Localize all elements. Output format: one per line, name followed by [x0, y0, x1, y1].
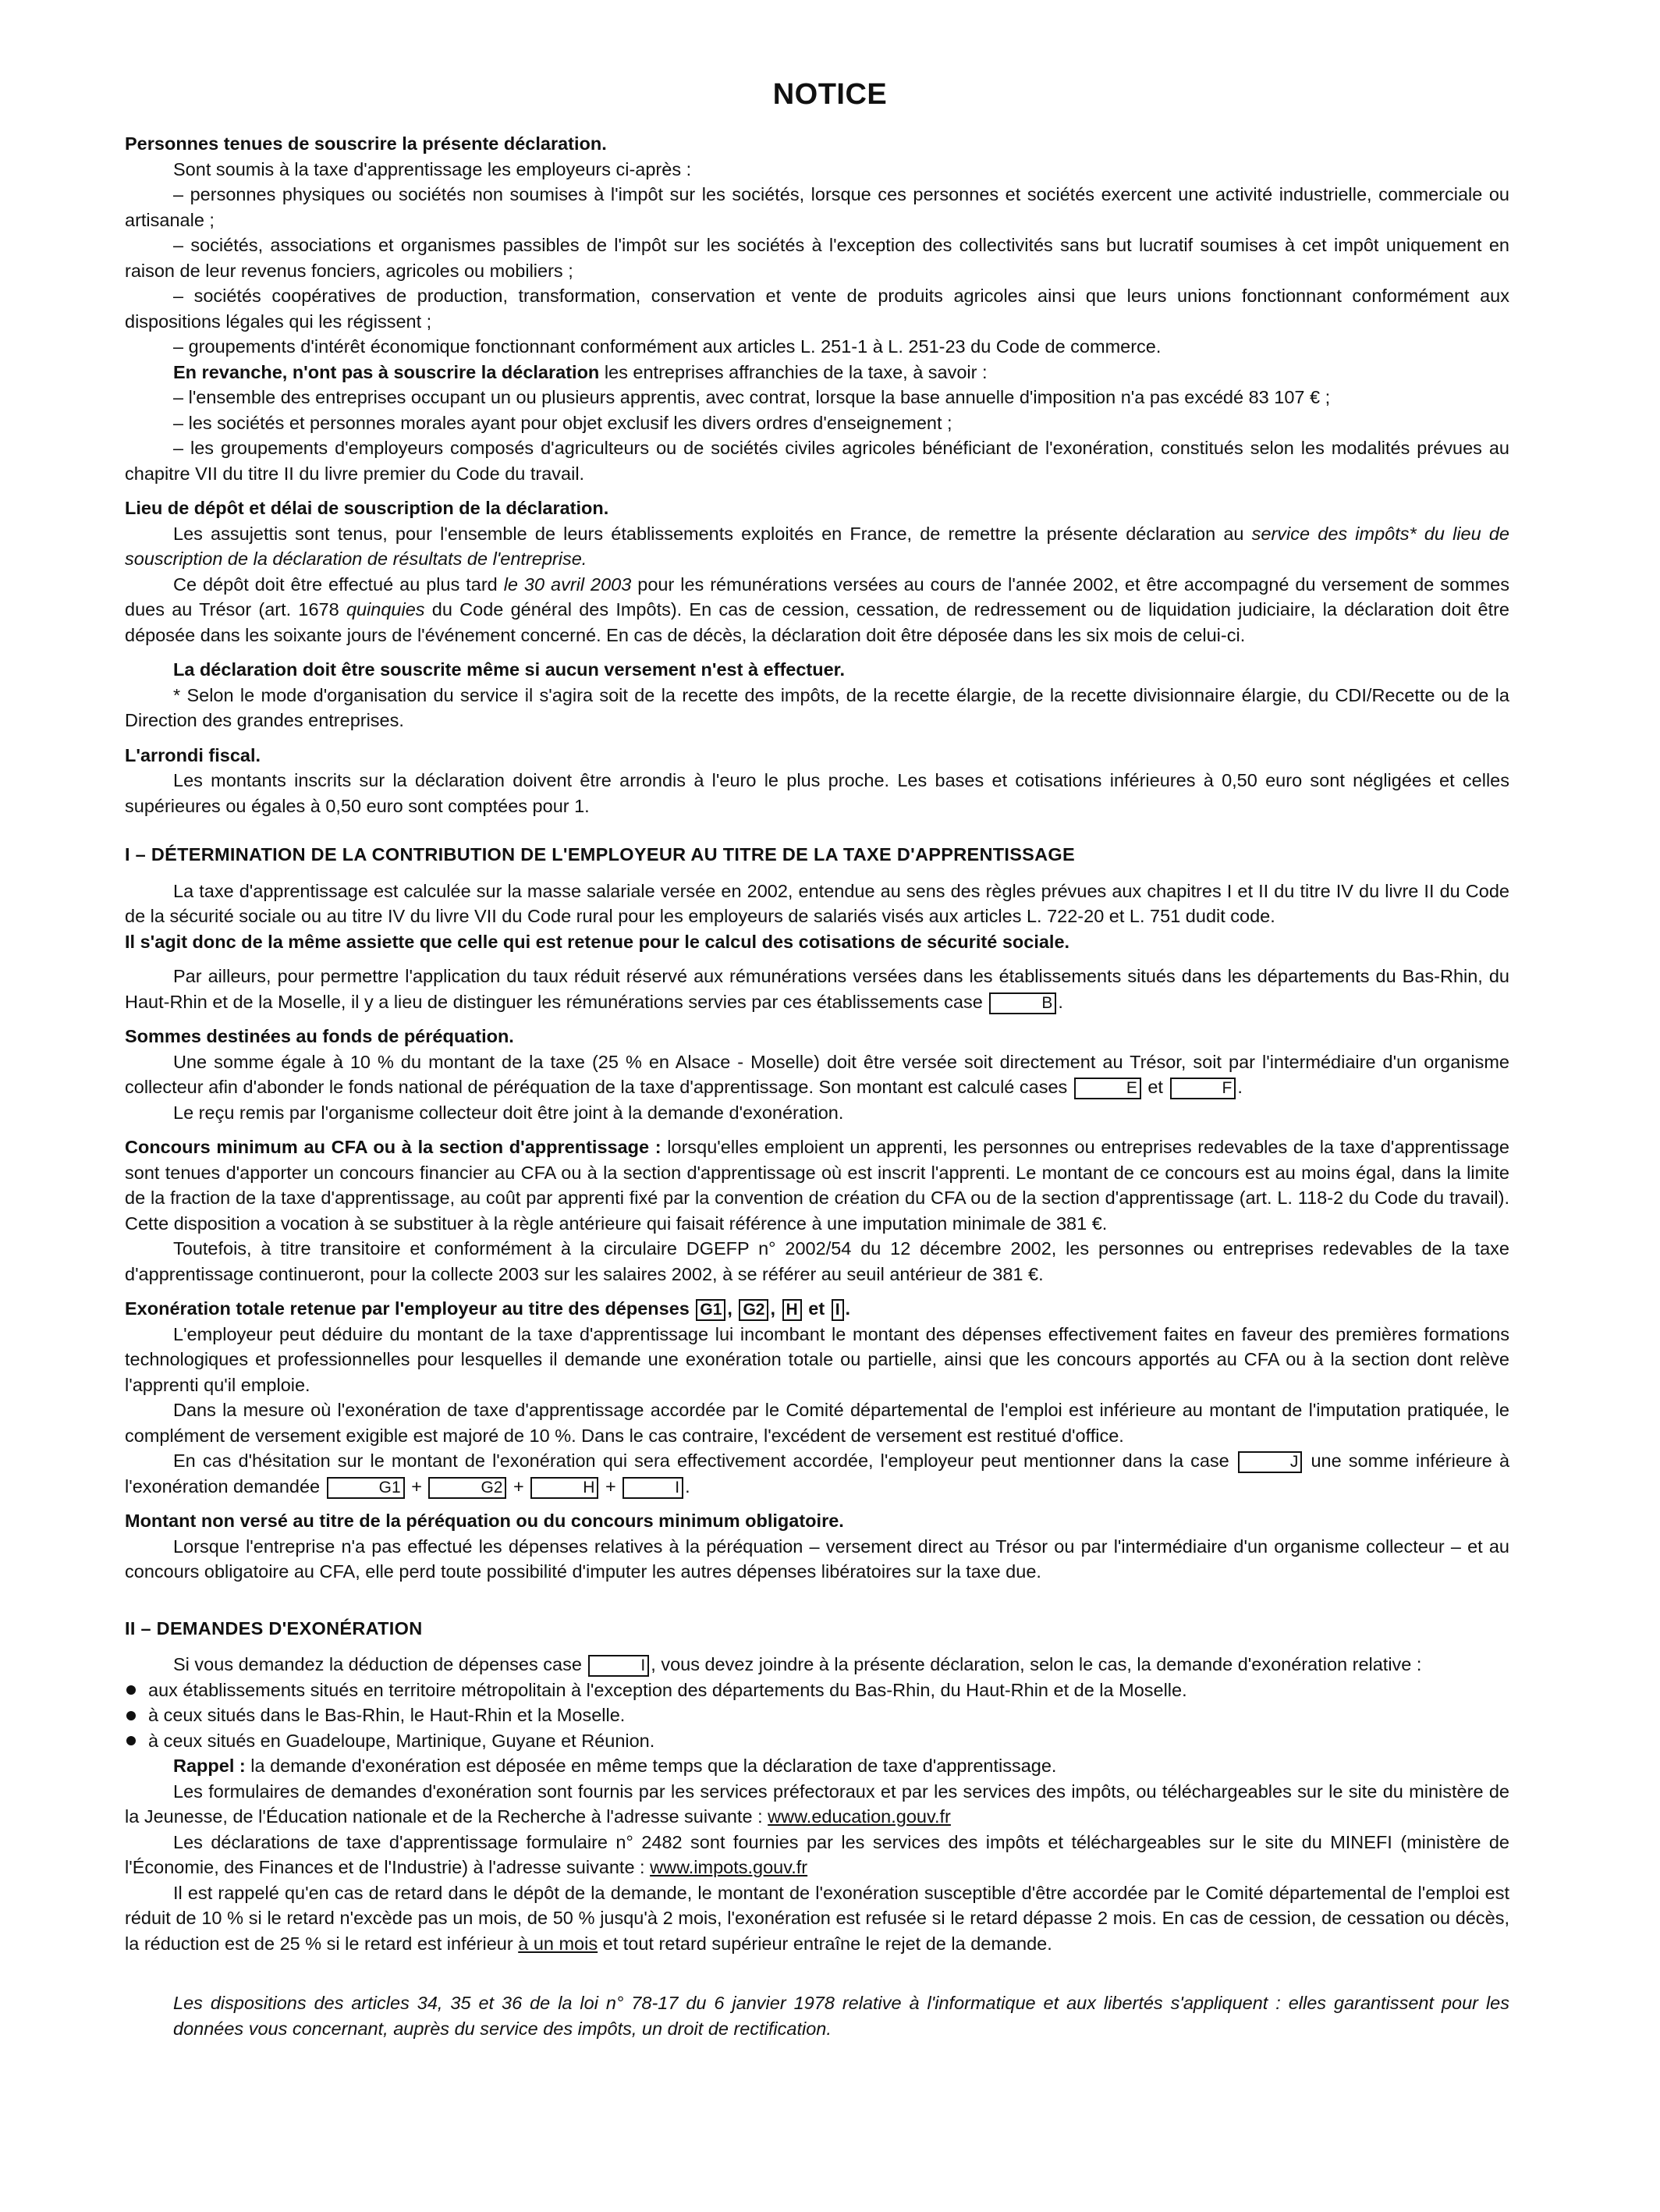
case-box-f: F: [1170, 1078, 1236, 1099]
case-box-h: H: [530, 1477, 598, 1499]
text: Il est rappelé qu'en cas de retard dans le dépôt de la demande, le montant de l'exonération susceptible d'être accordée par le Comité départemental de l'emploi est réduit de 10 % si le retard n'excède pas un mois, de 50 % jusqu'à 2 mois, l'exonération est refusée si le retard dépasse 2 mois. En cas de cession, de cessation ou décès, la réduction est de 25 % si le retard est inférieur: [125, 1882, 1509, 1954]
text: une somme inférieure à l'exonération demandée: [125, 1450, 1510, 1497]
paragraph: Dans la mesure où l'exonération de taxe d'apprentissage accordée par le Comité départemental de l'emploi est inférieure au montant de l'imputation pratiquée, le complément de versement exigible est majoré de 10 %. Dans le cas contraire, l'excédent de versement est restitué d'office.: [125, 1400, 1509, 1446]
impots-link[interactable]: www.impots.gouv.fr: [650, 1857, 808, 1877]
text: , vous devez joindre à la présente déclaration, selon le cas, la demande d'exonération relative :: [651, 1654, 1422, 1674]
case-box-b: B: [989, 992, 1056, 1014]
section-heading-persons: Personnes tenues de souscrire la présente déclaration.: [125, 133, 607, 154]
text: Une somme égale à 10 % du montant de la taxe (25 % en Alsace - Moselle) doit être versée soit directement au Trésor, soit par l'intermédiaire d'un organisme collecteur afin d'abonder le fonds national de péréquation de la taxe d'apprentissage. Son montant est calculé cases: [125, 1051, 1509, 1097]
text: Les assujettis sont tenus, pour l'ensemble de leurs établissements exploités en France, de remettre la présente déclaration au: [173, 523, 1252, 544]
paragraph: En cas d'hésitation sur le montant de l'exonération qui sera effectivement accordée, l'employeur peut mentionner dans la case J une somme inférieure à l'exonération demandée G1 + G2 + H + I .: [125, 1448, 1509, 1499]
text: lorsqu'elles emploient un apprenti, les personnes ou entreprises redevables de la taxe d'apprentissage sont tenues d'apporter un concours financier au CFA ou à la section d'apprentissage où est inscrit l'apprenti. Le montant de ce concours est au moins égal, dans la limite de la fraction de la taxe d'apprentissage, au coût par apprenti fixé par la convention de création du CFA ou de la section d'apprentissage (art. L. 118-2 du Code du travail). Cette disposition a vocation à se substituer à la règle antérieure qui faisait référence à une imputation minimale de 381 €.: [125, 1137, 1509, 1234]
bullet-icon: [126, 1736, 136, 1745]
text: Les déclarations de taxe d'apprentissage formulaire n° 2482 sont fournies par les services des impôts et téléchargeables sur le site du MINEFI (ministère de l'Économie, des Finances et de l'Industrie) à l'adresse suivante :: [125, 1831, 1509, 1877]
case-box-i: I: [588, 1655, 649, 1677]
case-box-i: I: [622, 1477, 683, 1499]
text: pour les rémunérations versées au cours de l'année 2002, et être accompagné du versement de sommes dues au Trésor (art. 1678: [125, 573, 1509, 620]
case-box-g1: G1: [696, 1299, 725, 1321]
paragraph: [125, 1134, 1509, 1236]
legal-footer: Les dispositions des articles 34, 35 et 36 de la loi n° 78-17 du 6 janvier 1978 relative à l'informatique et aux libertés s'appliquent : elles garantissent pour les données vous concernant, auprès du service des impôts, un droit de rectification.: [173, 1993, 1509, 2039]
bold-text: En revanche, n'ont pas à souscrire la déclaration: [173, 361, 600, 382]
case-box-g2: G2: [428, 1477, 506, 1499]
text: les entreprises affranchies de la taxe, à savoir :: [599, 361, 988, 382]
italic-text: quinquies: [346, 599, 425, 620]
text: Exonération totale retenue par l'employeur au titre des dépenses: [125, 1298, 695, 1319]
footnote: * Selon le mode d'organisation du service il s'agira soit de la recette des impôts, de la recette élargie, de la recette divisionnaire élargie, du CDI/Recette ou de la Direction des grandes entreprises.: [125, 684, 1509, 730]
paragraph: La taxe d'apprentissage est calculée sur la masse salariale versée en 2002, entendue au sens des règles prévues aux chapitres I et II du titre IV du livre II du Code de la sécurité sociale ou au titre IV du livre VII du Code rural pour les employeurs de salariés visés aux articles L. 722-20 et L. 751 dudit code.: [125, 880, 1509, 926]
paragraph: [125, 1880, 1509, 1957]
paragraph: [125, 521, 1509, 572]
list-item: – les groupements d'employeurs composés d'agriculteurs ou de sociétés civiles agricoles bénéficiant de l'exonération, constitués selon les modalités prévues au chapitre VII du titre II du livre premier du Code du travail.: [125, 438, 1509, 484]
paragraph: [125, 1753, 1509, 1779]
list-item: – les sociétés et personnes morales ayant pour objet exclusif les divers ordres d'enseignement ;: [173, 412, 952, 433]
text: et tout retard supérieur entraîne le rejet de la demande.: [598, 1933, 1052, 1954]
page-title: NOTICE: [772, 78, 888, 111]
section-heading-exoneration: Exonération totale retenue par l'employeur au titre des dépenses G1 , G2 , H et I .: [125, 1296, 1509, 1322]
bold-paragraph: Il s'agit donc de la même assiette que celle qui est retenue pour le calcul des cotisations de sécurité sociale.: [125, 931, 1070, 952]
case-box-e: E: [1074, 1078, 1141, 1099]
text: à ceux situés en Guadeloupe, Martinique, Guyane et Réunion.: [148, 1730, 655, 1751]
list-item: – personnes physiques ou sociétés non soumises à l'impôt sur les sociétés, lorsque ces personnes et sociétés exercent une activité industrielle, commerciale ou artisanale ;: [125, 184, 1509, 230]
case-box-i: I: [832, 1299, 844, 1321]
paragraph: [125, 1779, 1509, 1830]
list-item: – l'ensemble des entreprises occupant un ou plusieurs apprentis, avec contrat, lorsque la base annuelle d'imposition n'a pas excédé 83 107 € ;: [173, 387, 1331, 407]
paragraph: Les montants inscrits sur la déclaration doivent être arrondis à l'euro le plus proche. Les bases et cotisations inférieures à 0,50 euro sont négligées et celles supérieures ou égales à 0,50 euro sont comptées pour 1.: [125, 770, 1509, 816]
case-box-h: H: [782, 1299, 802, 1321]
section-heading-montant: Montant non versé au titre de la péréquation ou du concours minimum obligatoire.: [125, 1511, 844, 1531]
bold-text: Concours minimum au CFA ou à la section d'apprentissage :: [125, 1137, 662, 1157]
notice-body: [125, 131, 1509, 2041]
text: Si vous demandez la déduction de dépenses case: [173, 1654, 587, 1674]
bullet-icon: [126, 1685, 136, 1695]
text: et: [1142, 1077, 1169, 1097]
text: à ceux situés dans le Bas-Rhin, le Haut-Rhin et la Moselle.: [148, 1705, 626, 1725]
list-item: – sociétés, associations et organismes passibles de l'impôt sur les sociétés à l'exception des collectivités sans but lucratif soumises à cet impôt uniquement en raison de leur revenus fonciers, agricoles ou mobiliers ;: [125, 235, 1509, 281]
case-box-g1: G1: [327, 1477, 405, 1499]
bold-text: Rappel :: [173, 1756, 246, 1776]
list-item: – sociétés coopératives de production, transformation, conservation et vente de produits agricoles ainsi que leurs unions fonctionnant conformément aux dispositions légales qui les régissent ;: [125, 286, 1509, 332]
section-heading-demandes: II – DEMANDES D'EXONÉRATION: [125, 1617, 423, 1639]
section-heading-perequation: Sommes destinées au fonds de péréquation.: [125, 1026, 514, 1046]
text: Les formulaires de demandes d'exonération sont fournis par les services préfectoraux et par les services des impôts, ou téléchargeables sur le site du ministère de la Jeunesse, de l'Éducation nationale et de la Recherche à l'adresse suivante :: [125, 1781, 1509, 1827]
bullet-item: [125, 1678, 1509, 1703]
paragraph: Toutefois, à titre transitoire et conformément à la circulaire DGEFP n° 2002/54 du 12 décembre 2002, les personnes ou entreprises redevables de la taxe d'apprentissage continueront, pour la collecte 2003 sur les salaires 2002, à se référer au seuil antérieur de 381 €.: [125, 1238, 1509, 1284]
italic-text: service des impôts* du lieu de souscription de la déclaration de résultats de l'entreprise.: [125, 523, 1509, 569]
text: aux établissements situés en territoire métropolitain à l'exception des départements du Bas-Rhin, du Haut-Rhin et de la Moselle.: [148, 1679, 1187, 1700]
text: En cas d'hésitation sur le montant de l'exonération qui sera effectivement accordée, l'employeur peut mentionner dans la case: [173, 1450, 1236, 1471]
paragraph: [125, 360, 1509, 385]
text: du Code général des Impôts). En cas de cession, cessation, de redressement ou de liquidation judiciaire, la déclaration doit être déposée dans les soixante jours de l'événement concerné. En cas de décès, la déclaration doit être déposée dans les six mois de celui-ci.: [125, 599, 1510, 645]
paragraph: Par ailleurs, pour permettre l'application du taux réduit réservé aux rémunérations versées dans les établissements situés dans les départements du Bas-Rhin, du Haut-Rhin et de la Moselle, il y a lieu de distinguer les rémunérations servies par ces établissements case B .: [125, 964, 1509, 1014]
paragraph: [125, 1830, 1509, 1880]
bullet-icon: [126, 1711, 136, 1720]
paragraph: Lorsque l'entreprise n'a pas effectué les dépenses relatives à la péréquation – versement direct au Trésor ou par l'intermédiaire d'un organisme collecteur – et au concours obligatoire au CFA, elle perd toute possibilité d'imputer les autres dépenses libératoires sur la taxe due.: [125, 1536, 1509, 1582]
paragraph: [125, 572, 1509, 648]
bold-paragraph: La déclaration doit être souscrite même si aucun versement n'est à effectuer.: [173, 659, 846, 680]
section-heading-arrondi: L'arrondi fiscal.: [125, 744, 261, 765]
list-item: – groupements d'intérêt économique fonctionnant conformément aux articles L. 251-1 à L. 251-23 du Code de commerce.: [173, 336, 1162, 357]
paragraph: Le reçu remis par l'organisme collecteur doit être joint à la demande d'exonération.: [173, 1102, 844, 1123]
paragraph: L'employeur peut déduire du montant de la taxe d'apprentissage lui incombant le montant des dépenses effectivement faites en faveur des premières formations technologiques et professionnelles pour lesquelles il demande une exonération totale ou partielle, ainsi que les concours apportés au CFA ou à la section dont relève l'apprenti qu'il emploie.: [125, 1323, 1509, 1395]
section-heading-determination: I – DÉTERMINATION DE LA CONTRIBUTION DE L'EMPLOYEUR AU TITRE DE LA TAXE D'APPRENTISSAGE: [125, 844, 1075, 865]
section-heading-depot: Lieu de dépôt et délai de souscription de la déclaration.: [125, 498, 609, 518]
paragraph: Une somme égale à 10 % du montant de la taxe (25 % en Alsace - Moselle) doit être versée soit directement au Trésor, soit par l'intermédiaire d'un organisme collecteur afin d'abonder le fonds national de péréquation de la taxe d'apprentissage. Son montant est calculé cases E et F .: [125, 1049, 1509, 1100]
paragraph: Sont soumis à la taxe d'apprentissage les employeurs ci-après :: [173, 158, 692, 179]
bullet-item: [125, 1728, 1509, 1754]
education-link[interactable]: www.education.gouv.fr: [768, 1806, 951, 1827]
text: la demande d'exonération est déposée en même temps que la déclaration de taxe d'apprentissage.: [245, 1756, 1057, 1776]
case-box-g2: G2: [739, 1299, 768, 1321]
italic-text: le 30 avril 2003: [503, 573, 632, 595]
underlined-text: à un mois: [518, 1933, 598, 1954]
paragraph: [125, 1652, 1509, 1678]
text: Par ailleurs, pour permettre l'application du taux réduit réservé aux rémunérations versées dans les établissements situés dans les départements du Bas-Rhin, du Haut-Rhin et de la Moselle, il y a lieu de distinguer les rémunérations servies par ces établissements case: [125, 966, 1509, 1012]
case-box-j: J: [1238, 1451, 1303, 1473]
text: Ce dépôt doit être effectué au plus tard: [173, 573, 504, 595]
bullet-item: [125, 1702, 1509, 1728]
